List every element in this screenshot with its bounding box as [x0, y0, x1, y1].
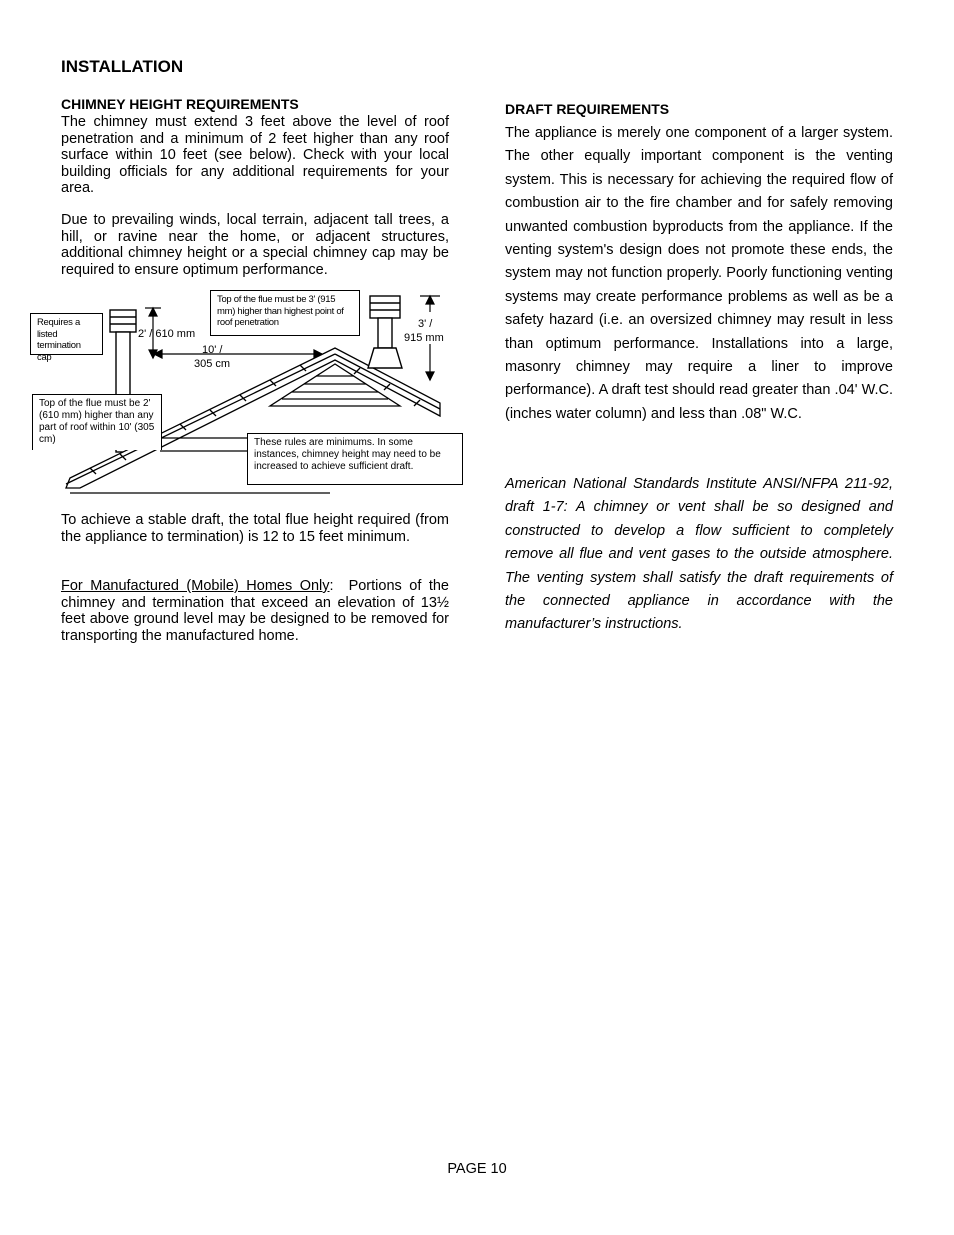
callout-termination-cap: Requires a listed termination cap [30, 313, 103, 355]
draft-para-2: American National Standards Institute ANSI/NFPA 211-92, draft 1-7: A chimney or vent shall be so designed and constructed to develop a flow sufficient to completely remove all flue and vent gases to the outside atmosphere. The venting system shall satisfy the draft requirements of the connected appliance in accordance with the manufacturer’s instructions. [505, 476, 893, 633]
callout-minimums: These rules are minimums. In some instances, chimney height may need to be increased to achieve sufficient draft. [247, 433, 463, 485]
dim-10ft-arrow [154, 350, 322, 358]
manufactured-homes-label: For Manufactured (Mobile) Homes Only [61, 578, 330, 594]
page-title: INSTALLATION [61, 57, 184, 76]
manufactured-homes-colon: : [329, 578, 334, 594]
chimney-para-1: The chimney must extend 3 feet above the level of roof penetration and a minimum of 2 feet higher than any roof surface within 10 feet (see below). Check with your local building officials for any additional requirements for your area. [61, 114, 449, 196]
draft-para-1: The appliance is merely one component of a larger system. The other equally important component is the venting system. This is necessary for achieving the required flow of combustion air to the fire chamber and for safely removing unwanted combustion byproducts from the appliance. If the venting system's design does not promote these ends, the system may not function properly. Poorly functioning venting systems may create performance problems as well as be a safety hazard (i.e. an oversized chimney may result in less than optimum performance. Installations into a large, masonry chimney may require a liner to improve performance). A draft test should read greater than .04' W.C. (inches water column) and less than .08" W.C. [505, 125, 893, 422]
callout-top-2ft: Top of the flue must be 2' (610 mm) higher than any part of roof within 10' (305 cm) [32, 394, 162, 450]
dim-10ft-label-a: 10' / [202, 344, 223, 356]
right-chimney [368, 296, 402, 368]
chimney-para-2: Due to prevailing winds, local terrain, adjacent tall trees, a hill, or ravine near the home, or adjacent structures, additional chimney height or a special chimney cap may be required to ensure optimum performance. [61, 212, 449, 278]
page-number: PAGE 10 [447, 1161, 507, 1177]
chimney-diagram [30, 288, 470, 498]
chimney-para-3: To achieve a stable draft, the total flue height required (from the appliance to termination) is 12 to 15 feet minimum. [61, 512, 449, 545]
dim-2ft-label: 2' / 610 mm [138, 328, 196, 340]
dim-3ft-label-a: 3' / [418, 318, 433, 330]
dim-10ft-label-b: 305 cm [194, 358, 231, 370]
chimney-height-heading: CHIMNEY HEIGHT REQUIREMENTS [61, 96, 299, 112]
dim-3ft-label-b: 915 mm [404, 332, 444, 344]
manufactured-homes-text: Portions of the chimney and termination that exceed an elevation of 13½ feet above ground level may be designed to be removed for transporting the manufactured home. [61, 578, 449, 644]
draft-requirements-heading: DRAFT REQUIREMENTS [505, 101, 670, 117]
chimney-para-4 [61, 578, 449, 644]
callout-top-3ft: Top of the flue must be 3' (915 mm) higher than highest point of roof penetration [210, 290, 360, 336]
